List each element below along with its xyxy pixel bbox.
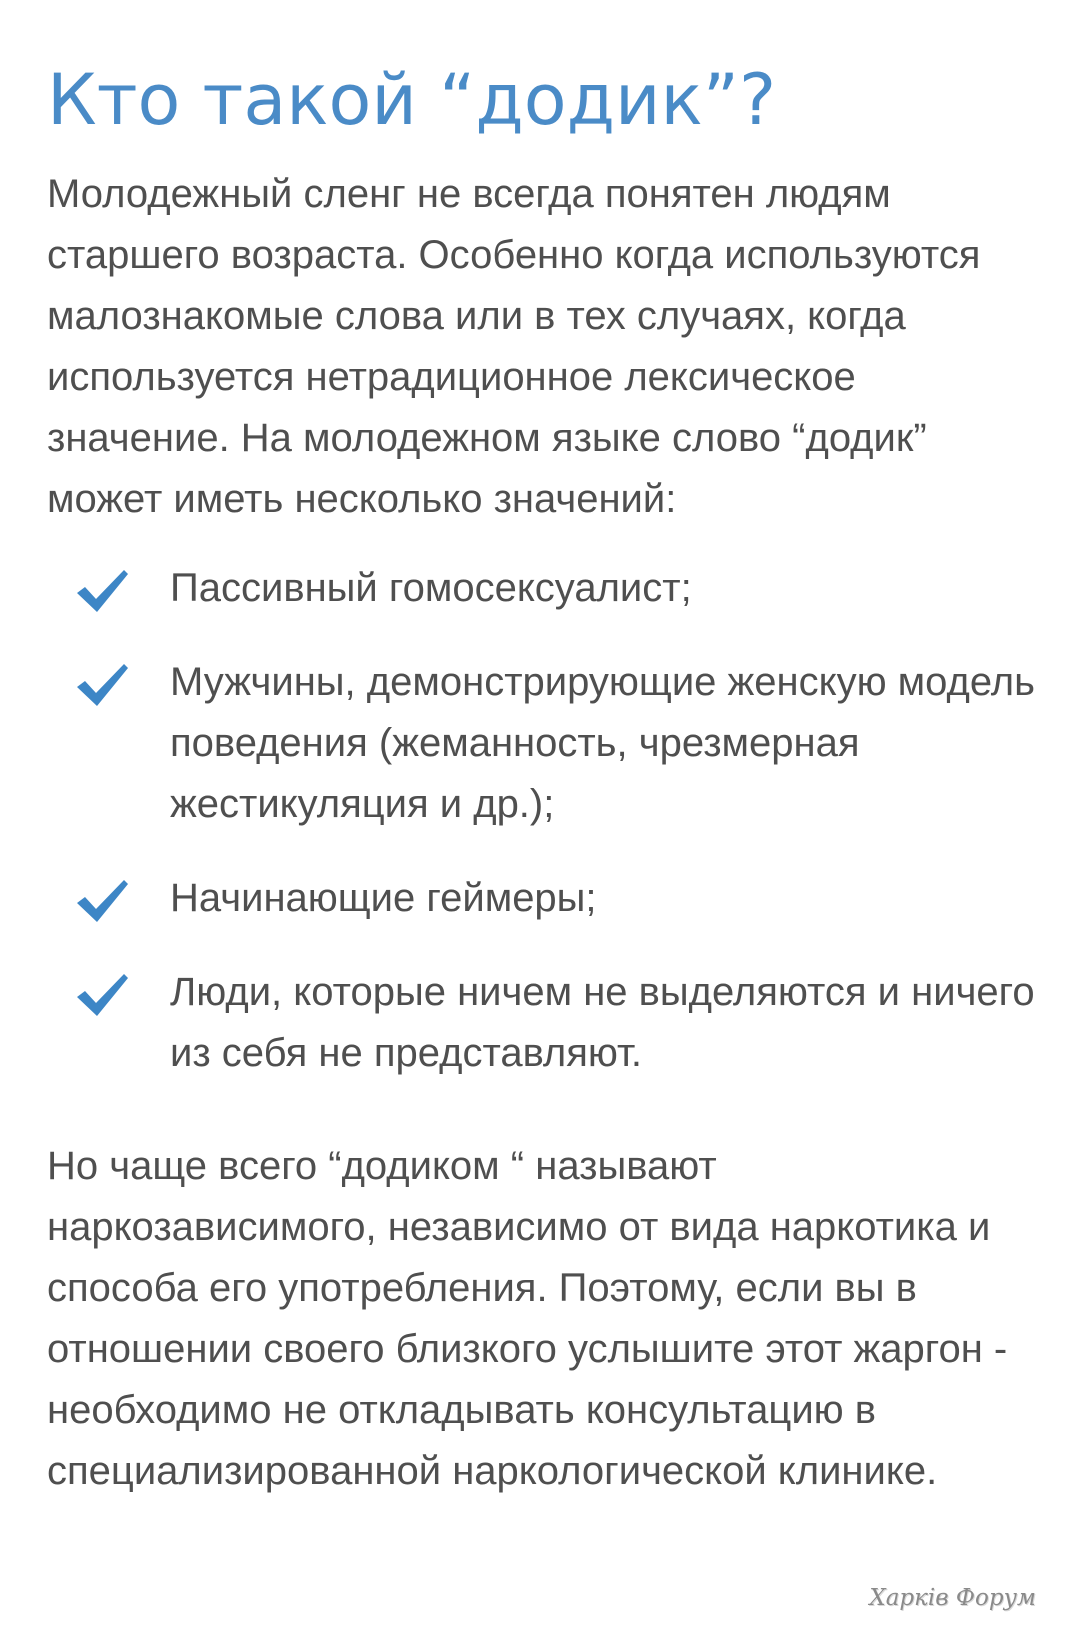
article: [47, 50, 1047, 1502]
meanings-list: [47, 558, 1047, 1084]
list-item-text: Пассивный гомосексуалист;: [170, 566, 692, 610]
checkmark-icon: [74, 876, 130, 926]
checkmark-icon: [74, 660, 130, 710]
checkmark-icon: [74, 970, 130, 1020]
list-item-text: Начинающие геймеры;: [170, 876, 597, 920]
list-item: [47, 962, 1047, 1084]
article-title: Кто такой “додик”?: [47, 59, 777, 141]
intro-paragraph: Молодежный сленг не всегда понятен людям старшего возраста. Особенно когда используются малознакомые слова или в тех случаях, когда используется нетрадиционное лексическое значение. На молодежном языке слово “додик” может иметь несколько значений:: [47, 172, 981, 521]
conclusion-paragraph: Но чаще всего “додиком “ называют наркозависимого, независимо от вида наркотика и способа его употребления. Поэтому, если вы в отношении своего близкого услышите этот жаргон - необходимо не откладывать консультацию в специализированной наркологической клинике.: [47, 1144, 1008, 1493]
list-item-text: Люди, которые ничем не выделяются и ничего из себя не представляют.: [170, 970, 1035, 1075]
list-item: [47, 652, 1047, 835]
list-item: [47, 868, 1047, 929]
list-item-text: Мужчины, демонстрирующие женскую модель поведения (жеманность, чрезмерная жестикуляция и др.);: [170, 660, 1035, 826]
checkmark-icon: [74, 566, 130, 616]
forum-watermark: Харків Форум: [869, 1585, 1036, 1611]
list-item: [47, 558, 1047, 619]
